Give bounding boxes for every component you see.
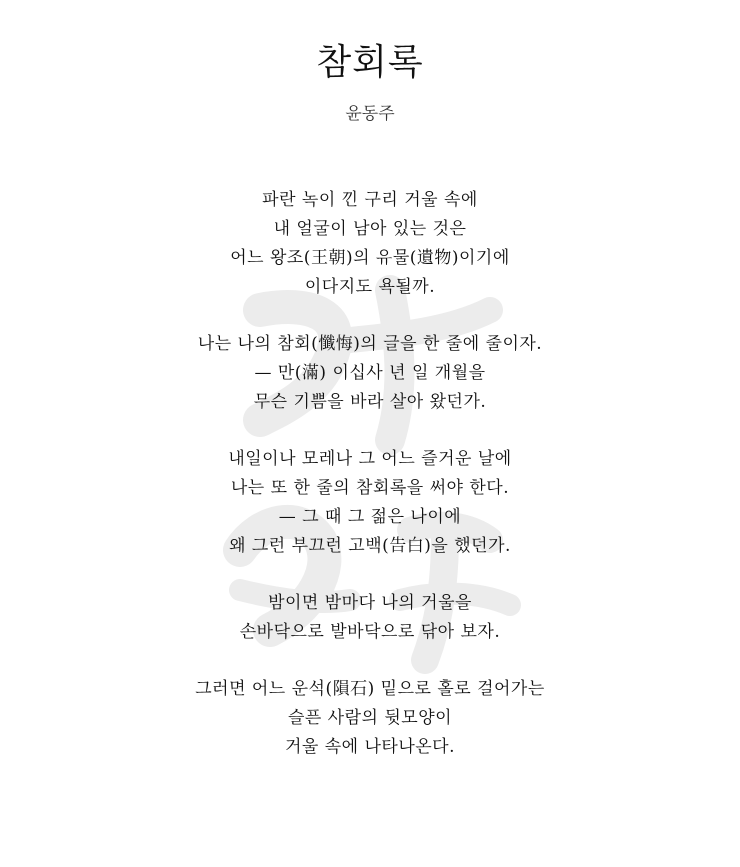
poem-line: 나는 또 한 줄의 참회록을 써야 한다.	[230, 478, 510, 498]
poem-line: 내 얼굴이 남아 있는 것은	[273, 219, 467, 239]
poem-line: 왜 그런 부끄런 고백(告白)을 했던가.	[229, 536, 511, 556]
poem-author: 윤동주	[345, 104, 395, 124]
poem-line: 나는 나의 참회(懺悔)의 글을 한 줄에 줄이자.	[197, 334, 543, 354]
poem-line: 무슨 기쁨을 바라 살아 왔던가.	[253, 392, 487, 412]
poem-line: 슬픈 사람의 뒷모양이	[287, 708, 453, 728]
poem-line: 거울 속에 나타나온다.	[284, 737, 455, 757]
poem-title: 참회록	[316, 42, 424, 83]
stanza-4	[0, 589, 740, 647]
poem-body	[0, 186, 740, 790]
poem-line: 밤이면 밤마다 나의 거울을	[268, 593, 472, 613]
poem-line: 파란 녹이 낀 구리 거울 속에	[262, 190, 478, 210]
poem-line: 이다지도 욕될까.	[304, 277, 436, 297]
poem-line: — 만(滿) 이십사 년 일 개월을	[254, 363, 486, 383]
stanza-2	[0, 330, 740, 417]
stanza-5	[0, 675, 740, 762]
stanza-3	[0, 445, 740, 561]
poem-line: 내일이나 모레나 그 어느 즐거운 날에	[228, 449, 512, 469]
poem-line: 그러면 어느 운석(隕石) 밑으로 홀로 걸어가는	[195, 679, 545, 699]
poem-line: 어느 왕조(王朝)의 유물(遺物)이기에	[230, 248, 510, 268]
poem-line: 손바닥으로 발바닥으로 닦아 보자.	[239, 622, 501, 642]
poem-line: — 그 때 그 젊은 나이에	[278, 507, 462, 527]
stanza-1	[0, 186, 740, 302]
